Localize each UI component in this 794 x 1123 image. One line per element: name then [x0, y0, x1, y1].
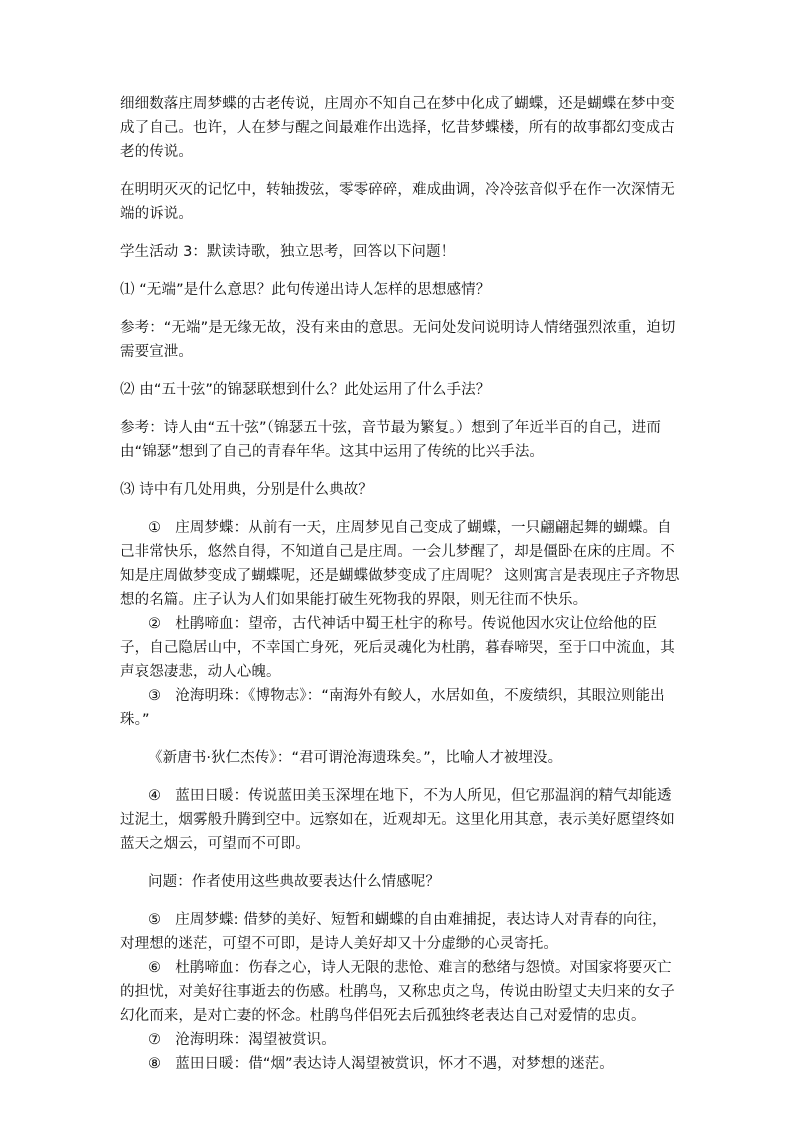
allusion-text-2: 杜鹃啼血：望帝，古代神话中蜀王杜宇的称号。传说他因水灾让位给他的臣子，自己隐居山中，不幸国亡身死，死后灵魂化为杜鹃，暮春啼哭，至于口中流血，其声哀怨凄悲，动人心魄。	[120, 616, 675, 680]
answer-1: 参考：“无端”是无缘无故，没有来由的意思。无问处发问说明诗人情绪强烈浓重，迫切需要宣泄。	[120, 320, 676, 360]
emotion-number-7: ⑦	[148, 1032, 162, 1048]
emotion-item-5	[120, 908, 680, 956]
allusion-number-3: ③	[148, 688, 162, 704]
xintangshu-quote: 《新唐书·狄仁杰传》：“君可谓沧海遗珠矣。”，比喻人才被埋没。	[148, 750, 563, 766]
emotion-item-8	[120, 1052, 680, 1076]
allusion-text-3: 沧海明珠：《博物志》：“南海外有鲛人，水居如鱼，不废绩织，其眼泣则能出珠。”	[120, 688, 665, 728]
allusion-number-2: ②	[148, 616, 162, 632]
question-1: ⑴ “无端”是什么意思？此句传递出诗人怎样的思想感情？	[120, 282, 491, 298]
allusion-item-1	[120, 516, 680, 612]
emotion-item-7	[120, 1028, 680, 1052]
emotion-text-5: 庄周梦蝶: 借梦的美好、短暂和蝴蝶的自由难捕捉，表达诗人对青春的向往，对理想的迷茫，可望不可即，是诗人美好却又十分虚缈的心灵寄托。	[120, 912, 667, 952]
emotion-question: 问题：作者使用这些典故要表达什么情感呢？	[148, 874, 440, 890]
allusion-item-2	[120, 612, 680, 684]
allusion-number-1: ①	[148, 520, 162, 536]
activity-title: 学生活动 3：默读诗歌，独立思考，回答以下问题！	[120, 244, 456, 260]
allusion-item-4	[120, 784, 680, 856]
allusion-item-3	[120, 684, 680, 732]
emotion-text-7: 沧海明珠：渴望被赏识。	[175, 1032, 336, 1048]
allusion-text-4: 蓝田日暖：传说蓝田美玉深埋在地下，不为人所见，但它那温润的精气却能透过泥土，烟雾般升腾到空中。远察如在，近观却无。这里化用其意，表示美好愿望终如蓝天之烟云，可望而不可即。	[120, 788, 675, 852]
question-3: ⑶ 诗中有几处用典，分别是什么典故？	[120, 482, 373, 498]
allusion-number-4: ④	[148, 788, 162, 804]
intro-paragraph-1: 细细数落庄周梦蝶的古老传说，庄周亦不知自己在梦中化成了蝴蝶，还是蝴蝶在梦中变成了自己。也许，人在梦与醒之间最难作出选择，忆昔梦蝶楼，所有的故事都幻变成古老的传说。	[120, 96, 675, 160]
intro-paragraph-2: 在明明灭灭的记忆中，转轴拨弦，零零碎碎，难成曲调，冷冷弦音似乎在作一次深情无端的诉说。	[120, 182, 675, 222]
allusion-text-1: 庄周梦蝶：从前有一天，庄周梦见自己变成了蝴蝶，一只翩翩起舞的蝴蝶。自己非常快乐，悠然自得，不知道自己是庄周。一会儿梦醒了，却是僵卧在床的庄周。不知是庄周做梦变成了蝴蝶呢，还是蝴蝶做梦变成了庄周呢？ 这则寓言是表现庄子齐物思想的名篇。庄子认为人们如果能打破生死物我的界限，则无往而不快乐。	[120, 520, 680, 608]
emotion-text-8: 蓝田日暖：借“烟”表达诗人渴望被赏识，怀才不遇，对梦想的迷茫。	[175, 1056, 614, 1072]
answer-2: 参考：诗人由“五十弦”（锦瑟五十弦，音节最为繁复。）想到了年近半百的自己，进而由“锦瑟”想到了自己的青春年华。这其中运用了传统的比兴手法。	[120, 420, 661, 460]
emotion-text-6: 杜鹃啼血：伤春之心，诗人无限的悲怆、难言的愁绪与怨愤。对国家将要灭亡的担忧，对美好往事逝去的伤感。杜鹃鸟，又称忠贞之鸟，传说由盼望丈夫归来的女子幻化而来，是对亡妻的怀念。杜鹃鸟伴侣死去后孤独终老表达自己对爱情的忠贞。	[120, 960, 675, 1024]
emotion-number-5: ⑤	[148, 912, 162, 928]
document-body	[120, 92, 680, 1076]
emotion-number-6: ⑥	[148, 960, 162, 976]
emotion-number-8: ⑧	[148, 1056, 162, 1072]
emotion-item-6	[120, 956, 680, 1028]
question-2: ⑵ 由“五十弦”的锦瑟联想到什么？此处运用了什么手法？	[120, 382, 491, 398]
